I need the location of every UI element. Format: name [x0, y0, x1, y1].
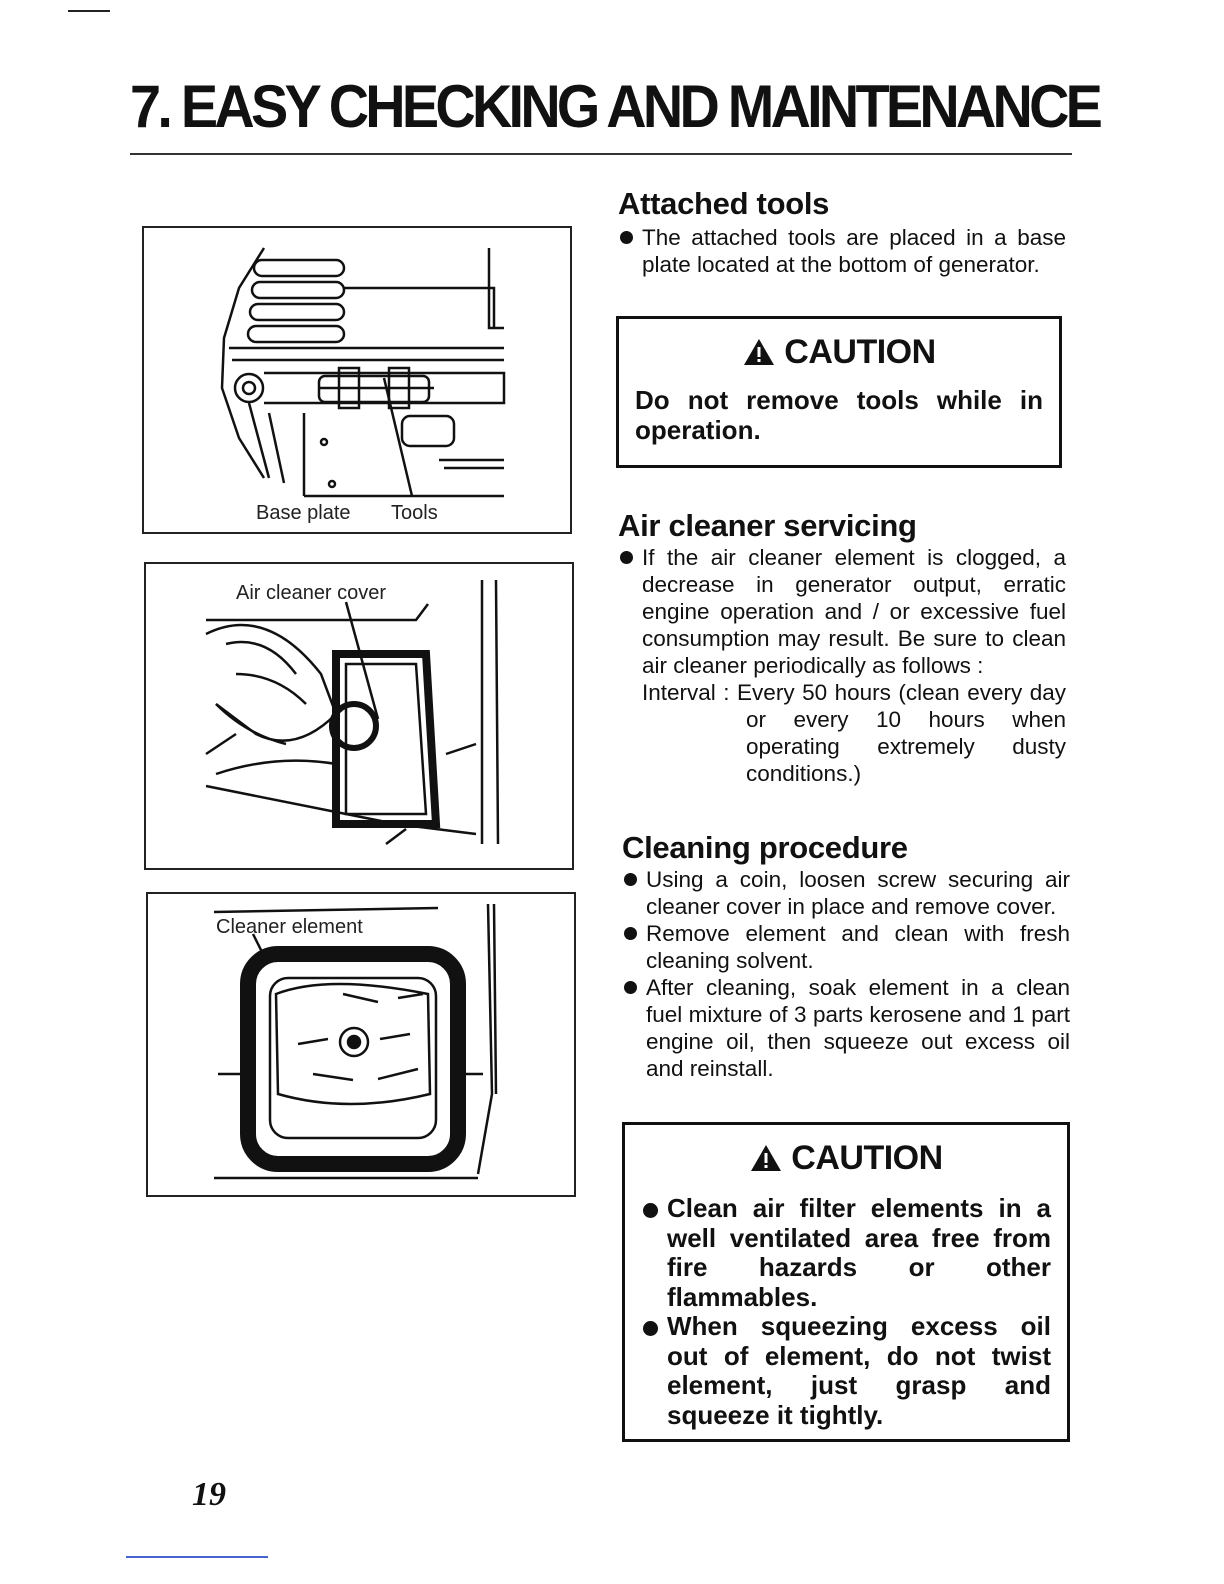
label-base-plate: Base plate — [256, 502, 351, 524]
caution-item: Clean air filter elements in a well ventilated area free from fire hazards or other flammables. — [641, 1194, 1051, 1312]
caution-box-tools — [616, 316, 1062, 468]
figure-air-cleaner-cover — [144, 562, 574, 870]
bullet-icon — [643, 1203, 658, 1218]
figure-base-plate-tools — [142, 226, 572, 534]
caution-list — [641, 1194, 1051, 1430]
page-bottom-mark — [126, 1556, 268, 1558]
list-item — [618, 224, 1066, 278]
label-tools: Tools — [391, 502, 438, 524]
bullet-icon — [620, 231, 633, 244]
title-divider — [130, 153, 1072, 155]
section-attached-tools — [618, 186, 1066, 278]
label-air-cleaner-cover: Air cleaner cover — [236, 582, 387, 604]
caution-title: CAUTION — [641, 1139, 1051, 1178]
page-title: 7. EASY CHECKING AND MAINTENANCE — [130, 73, 1100, 140]
warning-triangle-icon — [749, 1143, 783, 1173]
air-cleaner-cover-illustration — [146, 564, 572, 868]
bullet-text: Using a coin, loosen screw securing air cleaner cover in place and remove cover. — [646, 867, 1070, 919]
figure-cleaner-element — [146, 892, 576, 1197]
section-cleaning-procedure — [622, 830, 1070, 1082]
cleaner-element-illustration — [148, 894, 574, 1195]
page-corner-mark — [68, 10, 110, 12]
heading-air-cleaner: Air cleaner servicing — [618, 508, 917, 543]
list-item — [622, 974, 1070, 1082]
heading-attached-tools: Attached tools — [618, 186, 830, 221]
bullet-icon — [624, 927, 637, 940]
bullet-text: If the air cleaner element is clogged, a decrease in generator output, erratic engine operation and / or excessive fuel consumption may result. Be sure to clean air cleaner periodically as follows : — [642, 545, 1066, 678]
bullet-text: The attached tools are placed in a base plate located at the bottom of generator. — [642, 225, 1066, 277]
warning-triangle-icon — [742, 337, 776, 367]
caution-text: Do not remove tools while in operation. — [635, 385, 1043, 445]
bullet-icon — [624, 873, 637, 886]
caution-item: When squeezing excess oil out of element, do not twist element, just grasp and squeeze it tightly. — [641, 1312, 1051, 1430]
page-number: 19 — [192, 1476, 226, 1513]
bullet-icon — [624, 981, 637, 994]
section-air-cleaner-servicing — [618, 508, 1066, 787]
base-plate-illustration — [144, 228, 570, 532]
list-item — [618, 544, 1066, 679]
label-cleaner-element: Cleaner element — [216, 916, 363, 938]
list-item — [622, 866, 1070, 920]
heading-cleaning-procedure: Cleaning procedure — [622, 830, 908, 865]
bullet-text: Remove element and clean with fresh cleaning solvent. — [646, 921, 1070, 973]
bullet-icon — [620, 551, 633, 564]
caution-title: CAUTION — [635, 333, 1043, 372]
caution-box-cleaning — [622, 1122, 1070, 1442]
bullet-icon — [643, 1321, 658, 1336]
interval-note: Interval : Every 50 hours (clean every day or every 10 hours when operating extremely dusty conditions.) — [642, 680, 1066, 786]
list-item — [622, 920, 1070, 974]
bullet-text: After cleaning, soak element in a clean fuel mixture of 3 parts kerosene and 1 part engine oil, then squeeze out excess oil and reinstall. — [646, 975, 1070, 1081]
